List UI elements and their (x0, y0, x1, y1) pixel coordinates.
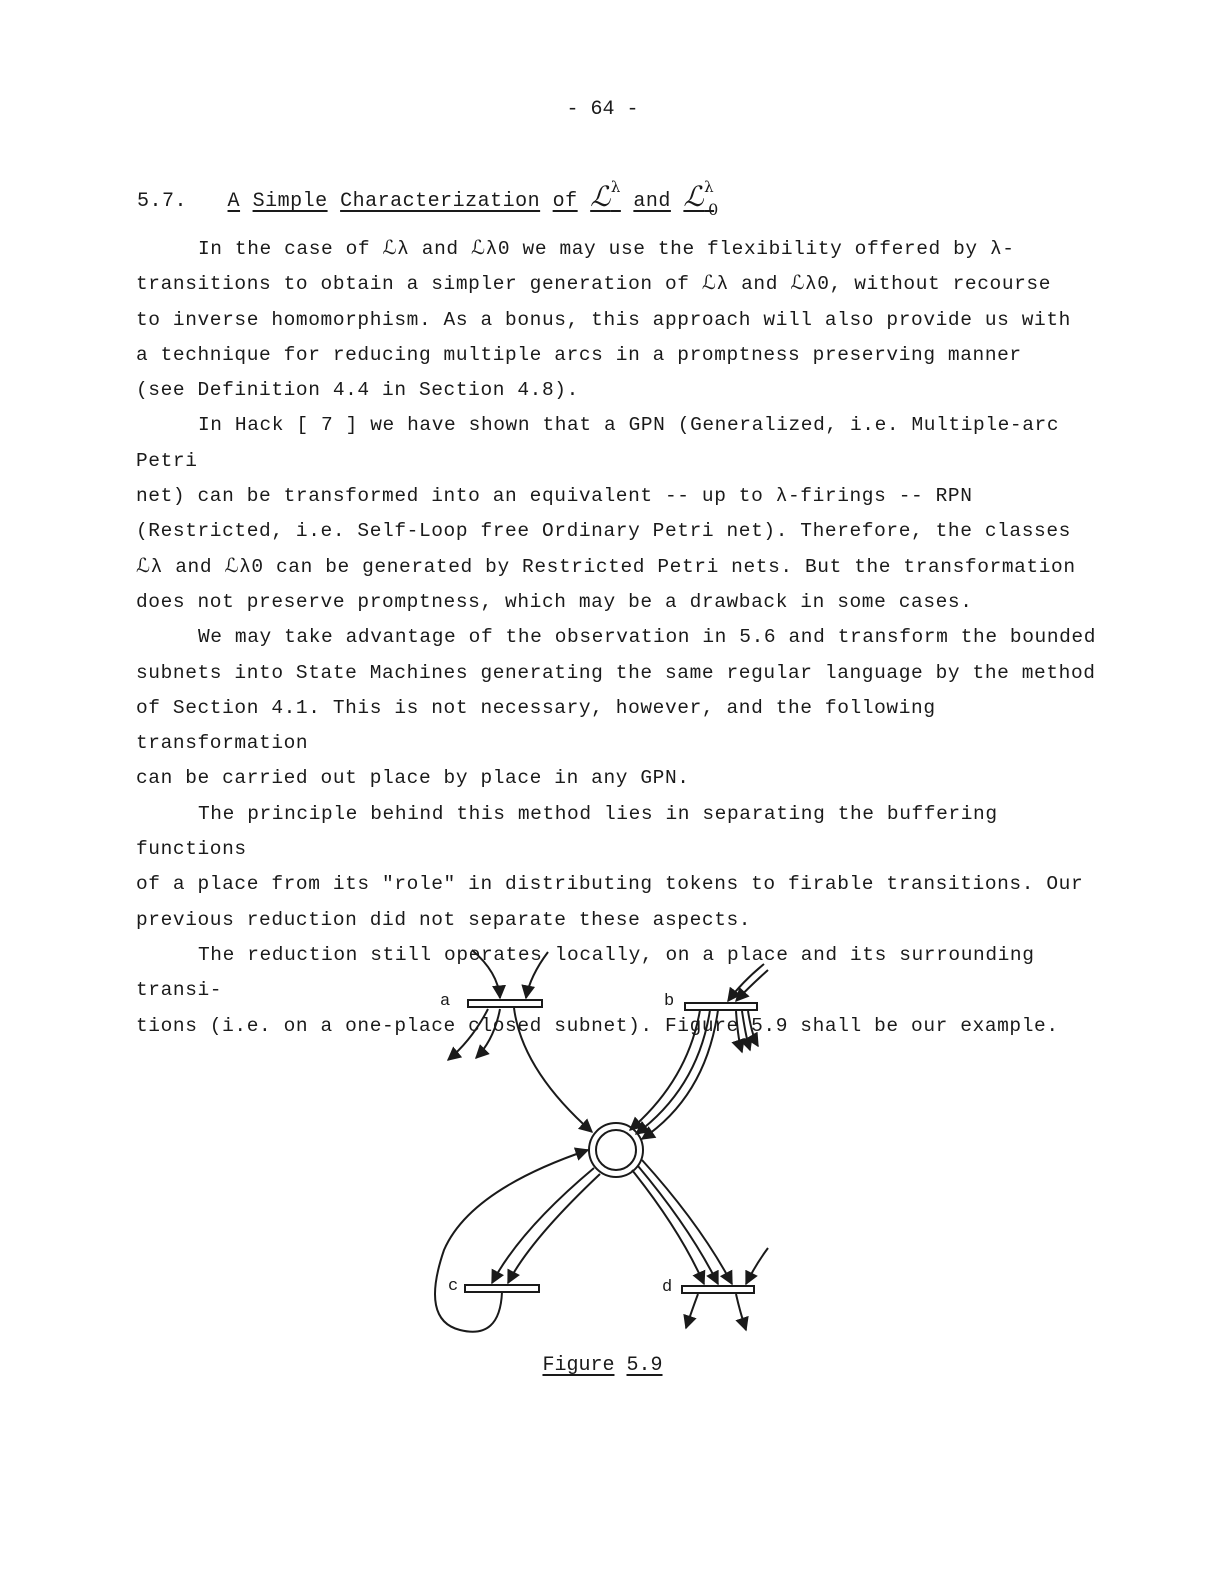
page-number: - 64 - (566, 98, 639, 121)
heading-word: of (552, 190, 578, 213)
transition-label-c: c (448, 1277, 459, 1296)
transition-d-bar (682, 1286, 754, 1293)
body-text (136, 232, 1101, 1044)
arc-into-a-2 (526, 952, 548, 998)
place-outer-circle (589, 1123, 643, 1177)
arc-into-a-1 (472, 950, 500, 998)
arc-place-to-c-2 (508, 1174, 600, 1283)
arc-c-to-place-loop (435, 1150, 588, 1332)
script-l-lambda: ℒ$^\lambda$ (590, 177, 621, 213)
arc-place-to-d-3 (642, 1160, 732, 1284)
arc-out-b-3 (748, 1011, 758, 1046)
paragraph: We may take advantage of the observation in 5.6 and transform the bounded subnets into State Machines generating the same regular language by the method of Section 4.1. This is not necessary, however, and the following transformation can be carried out place by place in any GPN. (136, 626, 1097, 790)
arc-out-d-1 (686, 1294, 698, 1328)
arc-place-to-d-1 (632, 1170, 704, 1284)
section-heading (137, 177, 719, 219)
figure-caption (0, 1354, 1205, 1377)
paragraph: In the case of ℒλ and ℒλ0 we may use the flexibility offered by λ- transitions to obtain a simpler generation of ℒλ and ℒλ0, without recourse to inverse homomorphism. As a bonus, this approach will also provide us with a technique for reducing multiple arcs in a promptness preserving manner (see Definition 4.4 in Section 4.8). (136, 238, 1071, 402)
arc-out-d-2 (736, 1294, 746, 1330)
petri-net-figure (420, 940, 780, 1340)
transition-b-bar (685, 1003, 757, 1010)
transition-label-d: d (662, 1278, 673, 1297)
arc-b-to-place-2 (636, 1010, 710, 1134)
transition-label-a: a (440, 992, 451, 1011)
arc-into-d (746, 1248, 768, 1284)
script-l-lambda-zero: ℒ$^\lambda_0$ (683, 177, 719, 219)
arc-a-to-place (514, 1008, 592, 1132)
heading-word: Simple (252, 190, 328, 213)
arc-into-b-1 (728, 964, 764, 1001)
transition-c-bar (465, 1285, 539, 1292)
section-number: 5.7. (137, 190, 188, 213)
paragraph: In Hack [ 7 ] we have shown that a GPN (Generalized, i.e. Multiple-arc Petri net) can be transformed into an equivalent -- up to λ-firings -- RPN (Restricted, i.e. Self-Loop free Ordinary Petri net). Therefore, the classes ℒλ and ℒλ0 can be generated by Restricted Petri nets. But the transformation does not preserve promptness, which may be a drawback in some cases. (136, 414, 1076, 613)
heading-word: A (227, 190, 241, 213)
arc-out-a-2 (476, 1009, 500, 1058)
arc-out-b-1 (736, 1011, 742, 1052)
paragraph: The principle behind this method lies in separating the buffering functions of a place from its "role" in distributing tokens to firable transitions. Our previous reduction did not separate these aspects. (136, 802, 1084, 931)
petri-net-diagram (420, 940, 780, 1340)
paragraph: The reduction still operates locally, on a place and its surrounding transi- tions (i.e. on a one-place closed subnet). Figure 5.9 shall be our example. (136, 943, 1059, 1037)
caption-number: 5.9 (626, 1354, 663, 1377)
transition-a-bar (468, 1000, 542, 1007)
heading-word: and (633, 190, 671, 213)
arc-b-to-place-1 (630, 1010, 700, 1130)
arc-place-to-d-2 (638, 1166, 718, 1284)
heading-word: Characterization (340, 190, 541, 213)
transition-label-b: b (664, 992, 675, 1011)
caption-word: Figure (542, 1354, 615, 1377)
